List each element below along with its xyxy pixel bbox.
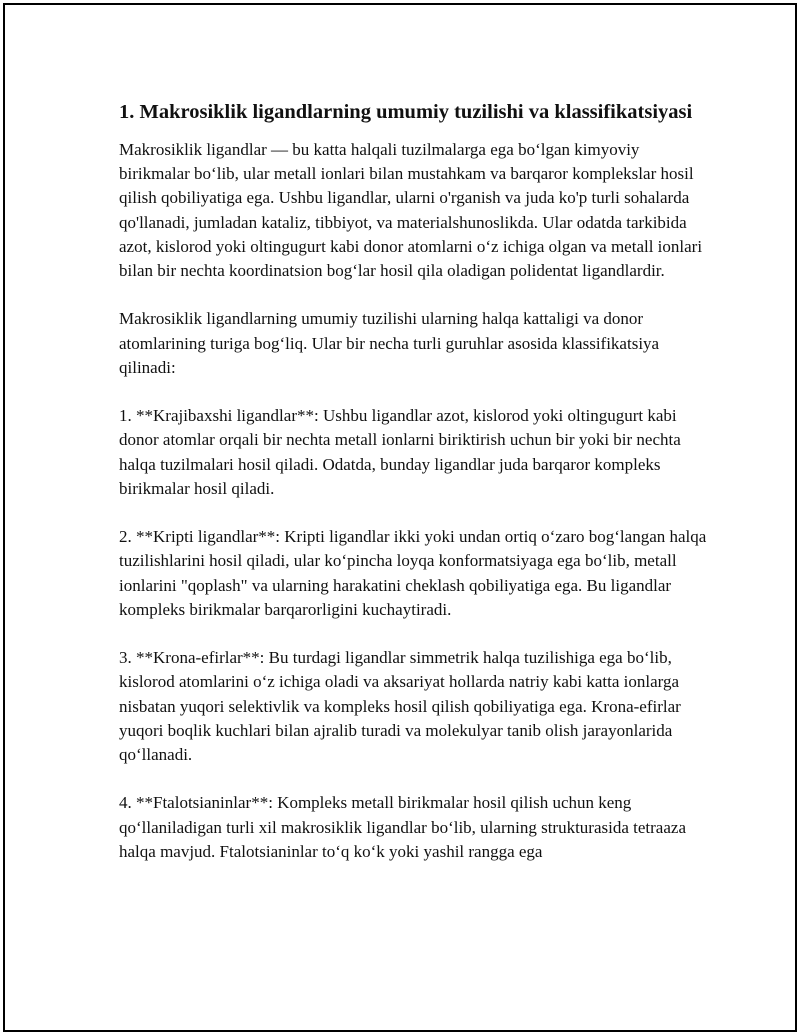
paragraph-item-4: 4. **Ftalotsianinlar**: Kompleks metall birikmalar hosil qilish uchun keng qo‘llaniladigan turli xil makrosiklik ligandlar bo‘lib, ularning strukturasida tetraaza halqa mavjud. Ftalotsianinlar to‘q ko‘k yoki yashil rangga ega — [119, 793, 686, 861]
document-page — [3, 3, 797, 1032]
paragraph-intro: Makrosiklik ligandlar — bu katta halqali tuzilmalarga ega bo‘lgan kimyoviy birikmalar bo‘lib, ular metall ionlari bilan mustahkam va barqaror komplekslar hosil qilish qobiliyatiga ega. Ushbu ligandlar, ularni o'rganish va juda ko'p turli sohalarda qo'llanadi, jumladan kataliz, tibbiyot, va materialshunoslikda. Ular odatda tarkibida azot, kislorod yoki oltingugurt kabi donor atomlarni o‘z ichiga olgan va metall ionlari bilan bir nechta koordinatsion bog‘lar hosil qila oladigan polidentat ligandlardir. — [119, 140, 703, 281]
section-heading: 1. Makrosiklik ligandlarning umumiy tuzilishi va klassifikatsiyasi — [119, 101, 693, 123]
document-body — [119, 99, 709, 888]
paragraph-classification: Makrosiklik ligandlarning umumiy tuzilishi ularning halqa kattaligi va donor atomlarining turiga bog‘liq. Ular bir necha turli guruhlar asosida klassifikatsiya qilinadi: — [119, 309, 660, 377]
paragraph-item-3: 3. **Krona-efirlar**: Bu turdagi ligandlar simmetrik halqa tuzilishiga ega bo‘lib, kislorod atomlarini o‘z ichiga oladi va aksariyat hollarda natriy kabi katta ionlarga nisbatan yuqori selektivlik va kompleks hosil qilish qobiliyatiga ega. Krona-efirlar yuqori boqlik kuchlari bilan ajralib turadi va molekulyar tanib olish jarayonlarida qo‘llanadi. — [119, 648, 681, 765]
paragraph-item-2: 2. **Kripti ligandlar**: Kripti ligandlar ikki yoki undan ortiq o‘zaro bog‘langan halqa tuzilishlarini hosil qiladi, ular ko‘pincha loyqa konformatsiyaga ega bo‘lib, metall ionlarini "qoplash" va ularning harakatini cheklash qobiliyatiga ega. Bu ligandlar kompleks birikmalar barqarorligini kuchaytiradi. — [119, 527, 707, 619]
paragraph-item-1: 1. **Krajibaxshi ligandlar**: Ushbu ligandlar azot, kislorod yoki oltingugurt kabi donor atomlar orqali bir nechta metall ionlarni biriktirish uchun bir yoki bir nechta halqa tuzilmalari hosil qiladi. Odatda, bunday ligandlar juda barqaror kompleks birikmalar hosil qiladi. — [119, 406, 681, 498]
